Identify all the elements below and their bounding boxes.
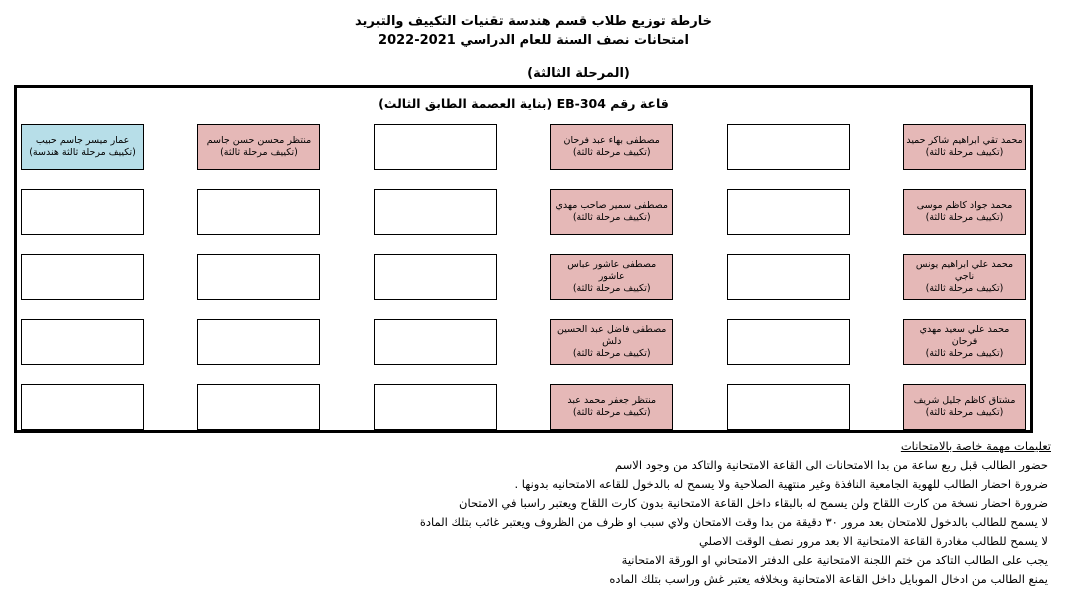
seat-cell-r2c1 [903, 189, 1026, 235]
seat-cell-r5c6 [21, 384, 144, 430]
seat-cell-r3c3 [550, 254, 673, 300]
title-block [0, 12, 1067, 83]
seat-dept: (تكييف مرحلة ثالثة) [925, 212, 1004, 223]
room-header: قاعة رقم EB-304 (بناية العصمة الطابق الثالث) [378, 96, 669, 111]
instruction-item-5: لا يسمح للطالب مغادرة القاعة الامتحانية الا بعد مرور نصف الوقت الاصلي [698, 534, 1048, 548]
instruction-item-2: ضرورة احضار الطالب للهوية الجامعية النافذة وغير منتهية الصلاحية ولا يسمح له بالدخول للقاعه الامتحانيه بدونها . [514, 477, 1048, 491]
seat-cell-r1c2 [727, 124, 850, 170]
seat-name: مشتاق كاظم جليل شريف [913, 394, 1016, 406]
seat-cell-r5c4 [374, 384, 497, 430]
seat-dept: (تكييف مرحلة ثالثة) [572, 147, 651, 158]
seat-dept: (تكييف مرحلة ثالثة) [925, 147, 1004, 158]
document-title-line1: خارطة توزيع طلاب قسم هندسة تقنيات التكييف والتبريد [354, 14, 713, 29]
seat-name: عمار ميسر جاسم حبيب [35, 134, 130, 146]
seat-dept: (تكييف مرحلة ثالثة) [925, 348, 1004, 360]
seat-cell-r1c1 [903, 124, 1026, 170]
seat-dept: (تكييف مرحلة ثالثة هندسة) [29, 147, 136, 158]
seat-cell-r2c5 [197, 189, 320, 235]
seat-dept: (تكييف مرحلة ثالثة) [572, 407, 651, 418]
instructions-heading: تعليمات مهمة خاصة بالامتحانات [900, 439, 1051, 453]
seat-name: مصطفى بهاء عبد فرحان [563, 134, 660, 146]
seat-dept: (تكييف مرحلة ثالثة) [572, 348, 651, 360]
seat-cell-r2c2 [727, 189, 850, 235]
seat-cell-r4c5 [197, 319, 320, 365]
seat-name: مصطفى عاشور عباس عاشور [567, 258, 657, 282]
seat-cell-r4c2 [727, 319, 850, 365]
seat-cell-r1c6 [21, 124, 144, 170]
instruction-item-7: يمنع الطالب من ادخال الموبايل داخل القاعة الامتحانية وبخلافه يعتبر غش وراسب بتلك الماده [609, 572, 1048, 586]
seat-dept: (تكييف مرحلة ثالثة) [925, 407, 1004, 418]
instruction-item-1: حضور الطالب قبل ربع ساعة من بدا الامتحانات الى القاعة الامتحانية والتاكد من وجود الاسم [615, 458, 1048, 472]
seat-name: محمد علي ابراهيم يونس ناجي [915, 258, 1014, 282]
seat-cell-r5c1 [903, 384, 1026, 430]
seat-cell-r4c6 [21, 319, 144, 365]
seat-name: منتظر جعفر محمد عبد [567, 394, 657, 406]
seat-cell-r1c4 [374, 124, 497, 170]
instruction-item-6: يجب على الطالب التاكد من ختم اللجنة الامتحانية على الدفتر الامتحاني او الورقة الامتحانية [621, 553, 1048, 567]
seat-name: مصطفى سمير صاحب مهدي [555, 199, 668, 211]
seat-cell-r2c6 [21, 189, 144, 235]
seat-cell-r2c4 [374, 189, 497, 235]
seat-cell-r3c1 [903, 254, 1026, 300]
seat-cell-r5c5 [197, 384, 320, 430]
seat-name: محمد تقي ابراهيم شاكر حميد [906, 134, 1023, 146]
exam-instructions [20, 437, 1051, 589]
seat-cell-r3c4 [374, 254, 497, 300]
instruction-item-4: لا يسمح للطالب بالدخول للامتحان بعد مرور ٣٠ دقيقة من بدا وقت الامتحان ولاي سبب او ظرف من الظروف ويعتبر غائب بتلك المادة [419, 515, 1048, 529]
seat-name: منتظر محسن حسن جاسم [206, 134, 312, 146]
seat-dept: (تكييف مرحلة ثالثة) [572, 212, 651, 223]
seat-dept: (تكييف مرحلة ثالثة) [572, 283, 651, 295]
seat-cell-r5c3 [550, 384, 673, 430]
instruction-item-3: ضرورة احضار نسخة من كارت اللقاح ولن يسمح له بالبقاء داخل القاعة الامتحانية بدون كارت اللقاح ويعتبر راسبا في الامتحان [459, 496, 1048, 510]
seat-name: محمد جواد كاظم موسى [916, 199, 1013, 211]
seat-cell-r2c3 [550, 189, 673, 235]
seat-cell-r1c3 [550, 124, 673, 170]
seat-grid [21, 124, 1026, 429]
seat-cell-r5c2 [727, 384, 850, 430]
seat-name: مصطفى فاضل عبد الحسين دلش [557, 323, 667, 347]
exam-room-box [14, 85, 1033, 433]
seat-cell-r3c2 [727, 254, 850, 300]
seat-cell-r4c4 [374, 319, 497, 365]
seat-name: محمد علي سعيد مهدي فرحان [919, 323, 1010, 347]
seat-cell-r4c1 [903, 319, 1026, 365]
seat-dept: (تكييف مرحلة ثالثة) [220, 147, 298, 158]
document-title-line2: امتحانات نصف السنة للعام الدراسي 2021-2022 [378, 33, 689, 48]
seat-cell-r3c6 [21, 254, 144, 300]
seat-dept: (تكييف مرحلة ثالثة) [925, 283, 1004, 295]
stage-label: (المرحلة الثالثة) [527, 66, 630, 81]
seat-cell-r1c5 [197, 124, 320, 170]
seat-cell-r3c5 [197, 254, 320, 300]
seat-cell-r4c3 [550, 319, 673, 365]
